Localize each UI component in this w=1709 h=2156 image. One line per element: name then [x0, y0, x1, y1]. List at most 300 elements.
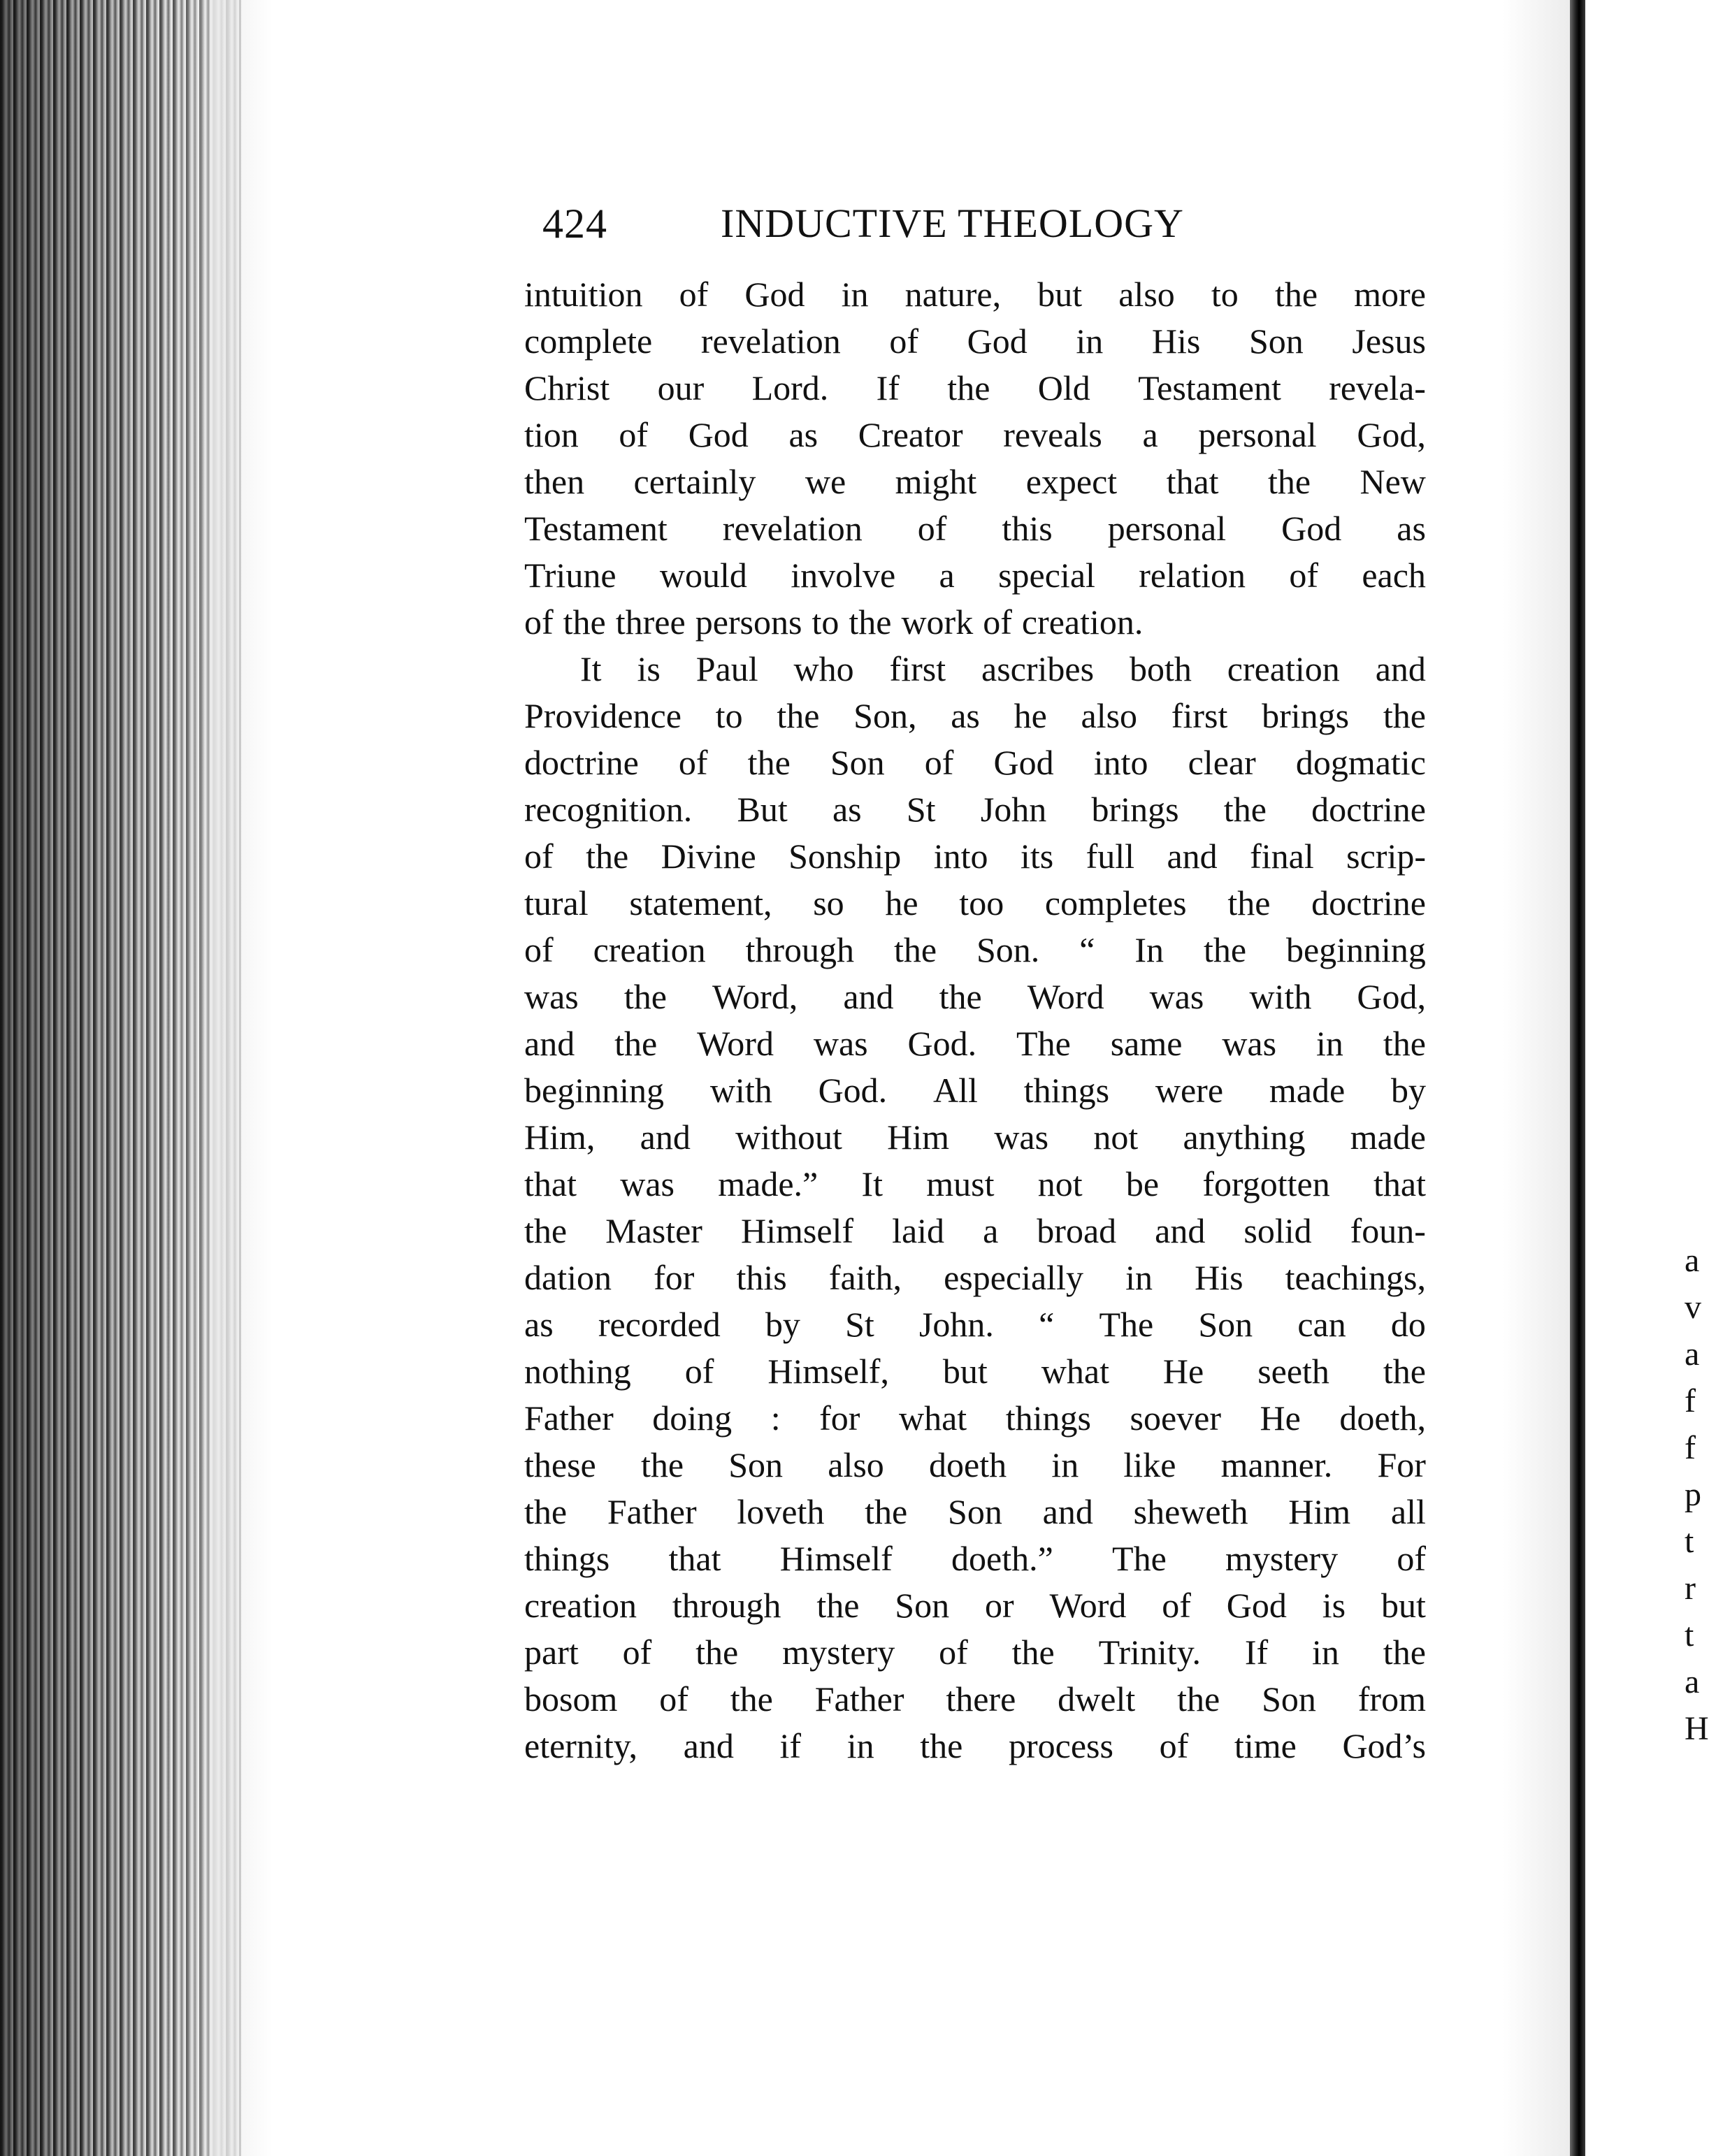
text-line: [524, 1254, 1426, 1301]
word: in: [1125, 1258, 1153, 1297]
text-line: [524, 1161, 1426, 1208]
word: and: [843, 977, 894, 1016]
word: tion: [524, 415, 579, 454]
word: God,: [1357, 415, 1426, 454]
word: beginning: [1285, 930, 1426, 969]
word: as: [788, 415, 819, 454]
word: this: [736, 1258, 787, 1297]
word: of: [1159, 1726, 1189, 1765]
word: Him: [887, 1117, 950, 1157]
word: loveth: [737, 1492, 825, 1531]
word: Master: [605, 1211, 702, 1250]
word: three: [615, 602, 686, 642]
word: Old: [1037, 368, 1090, 407]
word: dogmatic: [1295, 743, 1426, 782]
body-text: [524, 271, 1426, 1770]
word: solid: [1243, 1211, 1312, 1250]
text-line: [524, 1114, 1426, 1161]
word: anything: [1183, 1117, 1306, 1157]
word: not: [1037, 1164, 1083, 1203]
word: the: [1223, 790, 1267, 829]
word: there: [946, 1679, 1016, 1719]
word: complete: [524, 321, 653, 361]
word: seeth: [1257, 1352, 1329, 1391]
next-page-fragment: f: [1685, 1429, 1696, 1466]
word: Lord.: [751, 368, 829, 407]
word: through: [745, 930, 855, 969]
word: intuition: [524, 275, 643, 314]
word: and: [1155, 1211, 1206, 1250]
word: certainly: [633, 462, 756, 501]
word: Word,: [712, 977, 798, 1016]
word: is: [637, 649, 661, 688]
word: His: [1195, 1258, 1243, 1297]
word: more: [1354, 275, 1426, 314]
word: final: [1250, 837, 1314, 876]
word: the: [1011, 1633, 1055, 1672]
text-line: [524, 1395, 1426, 1442]
word: the: [849, 602, 892, 642]
word: and: [1042, 1492, 1093, 1531]
word: the: [1267, 462, 1311, 501]
next-page-fragment: t: [1685, 1523, 1694, 1560]
word: things: [524, 1539, 610, 1578]
word: Providence: [524, 696, 682, 735]
word: God: [1281, 509, 1342, 548]
word: first: [1171, 696, 1228, 735]
word: The: [1112, 1539, 1167, 1578]
word: Himself: [779, 1539, 893, 1578]
word: mystery: [1225, 1539, 1339, 1578]
text-line: [524, 318, 1426, 365]
word: statement,: [629, 883, 772, 923]
word: Jesus: [1352, 321, 1426, 361]
word: the: [747, 743, 791, 782]
word: the: [563, 602, 606, 642]
word: of: [678, 743, 708, 782]
word: creation: [1227, 649, 1340, 688]
word: the: [1177, 1679, 1220, 1719]
word: the: [920, 1726, 963, 1765]
text-line: [524, 1676, 1426, 1723]
word: was: [813, 1024, 868, 1063]
text-line: [524, 599, 1426, 646]
word: into: [933, 837, 988, 876]
word: God,: [1357, 977, 1426, 1016]
word: Him: [1288, 1492, 1351, 1531]
word: completes: [1044, 883, 1187, 923]
word: persons: [695, 602, 802, 642]
word: of: [524, 930, 554, 969]
word: Son: [948, 1492, 1002, 1531]
word: who: [793, 649, 854, 688]
word: process: [1009, 1726, 1113, 1765]
word: made: [1269, 1071, 1346, 1110]
running-head: [542, 196, 1262, 252]
word: be: [1125, 1164, 1160, 1203]
word: a: [939, 556, 955, 595]
word: “: [1079, 930, 1095, 969]
text-line: [524, 786, 1426, 833]
word: of: [983, 602, 1012, 642]
word: Son.: [976, 930, 1040, 969]
word: forgotten: [1202, 1164, 1330, 1203]
word: was: [994, 1117, 1049, 1157]
word: creation: [593, 930, 706, 969]
word: The: [1099, 1305, 1154, 1344]
word: by: [765, 1305, 800, 1344]
word: in: [841, 275, 869, 314]
word: of: [679, 275, 709, 314]
word: of: [659, 1679, 688, 1719]
next-page-fragment: a: [1685, 1663, 1700, 1700]
word: Word: [1049, 1586, 1127, 1625]
word: same: [1110, 1024, 1183, 1063]
word: into: [1093, 743, 1148, 782]
word: doeth,: [1339, 1398, 1426, 1438]
word: doctrine: [1311, 883, 1426, 923]
word: teachings,: [1285, 1258, 1426, 1297]
word: as: [1397, 509, 1426, 548]
word: this: [1002, 509, 1053, 548]
word: he: [885, 883, 918, 923]
next-page-fragment: a: [1685, 1242, 1700, 1279]
word: its: [1020, 837, 1054, 876]
word: personal: [1107, 509, 1227, 548]
word: revelation: [722, 509, 863, 548]
text-line: [524, 1442, 1426, 1489]
word: Son: [830, 743, 885, 782]
word: work: [901, 602, 974, 642]
word: each: [1362, 556, 1426, 595]
word: recognition.: [524, 790, 693, 829]
word: Son: [895, 1586, 950, 1625]
word: the: [1383, 1352, 1426, 1391]
word: eternity,: [524, 1726, 637, 1765]
word: brings: [1091, 790, 1179, 829]
word: that: [668, 1539, 721, 1578]
word: Himself,: [767, 1352, 889, 1391]
word: special: [998, 556, 1095, 595]
word: Sonship: [788, 837, 902, 876]
word: doing: [652, 1398, 733, 1438]
word: God: [993, 743, 1054, 782]
next-page-fragment: t: [1685, 1616, 1694, 1654]
word: John: [980, 790, 1047, 829]
text-line: [524, 739, 1426, 786]
word: especially: [944, 1258, 1083, 1297]
word: of: [622, 1633, 652, 1672]
word: Word: [697, 1024, 774, 1063]
word: all: [1390, 1492, 1426, 1531]
word: if: [779, 1726, 802, 1765]
word: was: [1222, 1024, 1277, 1063]
word: God.: [907, 1024, 977, 1063]
word: and: [524, 1024, 575, 1063]
text-line: [524, 1348, 1426, 1395]
word: the: [865, 1492, 908, 1531]
word: God’s: [1342, 1726, 1426, 1765]
word: the: [695, 1633, 739, 1672]
word: scrip-: [1346, 837, 1426, 876]
word: creation: [524, 1586, 637, 1625]
next-page-fragment: a: [1685, 1336, 1700, 1373]
word: the: [1203, 930, 1247, 969]
word: the: [524, 1492, 568, 1531]
word: a: [1142, 415, 1158, 454]
word: nature,: [904, 275, 1002, 314]
word: also: [1081, 696, 1138, 735]
word: Testament: [1138, 368, 1281, 407]
word: were: [1155, 1071, 1224, 1110]
word: that: [1166, 462, 1219, 501]
word: Christ: [524, 368, 610, 407]
word: John.: [918, 1305, 994, 1344]
text-line: [524, 1582, 1426, 1629]
word: All: [933, 1071, 978, 1110]
word: God.: [818, 1071, 888, 1110]
word: St: [906, 790, 936, 829]
word: in: [1076, 321, 1104, 361]
word: also: [828, 1445, 884, 1484]
word: faith,: [828, 1258, 902, 1297]
next-page: [1585, 0, 1709, 2156]
word: God: [688, 415, 749, 454]
text-line: [524, 1489, 1426, 1535]
word: of: [1397, 1539, 1426, 1578]
word: St: [845, 1305, 874, 1344]
word: part: [524, 1633, 579, 1672]
word: soever: [1130, 1398, 1221, 1438]
book-gutter: [1570, 0, 1585, 2156]
word: the: [524, 1211, 568, 1250]
word: Paul: [695, 649, 758, 688]
text-line: [524, 833, 1426, 880]
word: personal: [1198, 415, 1317, 454]
word: for: [654, 1258, 695, 1297]
word: dation: [524, 1258, 612, 1297]
word: brings: [1262, 696, 1350, 735]
word: doctrine: [1311, 790, 1426, 829]
word: Creator: [858, 415, 963, 454]
word: he: [1014, 696, 1047, 735]
word: Son: [728, 1445, 784, 1484]
word: expect: [1025, 462, 1118, 501]
text-line: [524, 1535, 1426, 1582]
text-line: [524, 646, 1426, 693]
word: must: [926, 1164, 995, 1203]
word: with: [709, 1071, 772, 1110]
word: of: [619, 415, 649, 454]
word: a: [983, 1211, 999, 1250]
word: also: [1118, 275, 1175, 314]
book-page-edges: [0, 0, 241, 2156]
word: our: [657, 368, 705, 407]
word: things: [1005, 1398, 1091, 1438]
word: the: [893, 930, 937, 969]
word: not: [1093, 1117, 1139, 1157]
word: from: [1357, 1679, 1426, 1719]
word: made: [1350, 1117, 1426, 1157]
text-line: [524, 458, 1426, 505]
word: God: [744, 275, 805, 314]
word: in: [1316, 1024, 1343, 1063]
word: reveals: [1003, 415, 1102, 454]
word: of: [524, 602, 554, 642]
word: mystery: [782, 1633, 895, 1672]
page-edge-fade: [210, 0, 273, 2156]
word: recorded: [598, 1305, 721, 1344]
word: broad: [1037, 1211, 1117, 1250]
word: Father: [607, 1492, 697, 1531]
word: in: [846, 1726, 874, 1765]
word: In: [1134, 930, 1164, 969]
word: the: [1227, 883, 1271, 923]
text-line: [524, 552, 1426, 599]
word: Testament: [524, 509, 668, 548]
text-line: [524, 412, 1426, 458]
word: that: [524, 1164, 577, 1203]
word: beginning: [524, 1071, 664, 1110]
word: so: [813, 883, 844, 923]
word: as: [951, 696, 980, 735]
word: clear: [1188, 743, 1256, 782]
gutter-shadow: [1503, 0, 1570, 2156]
word: God: [967, 321, 1027, 361]
word: Himself: [740, 1211, 854, 1250]
word: would: [659, 556, 747, 595]
word: can: [1297, 1305, 1346, 1344]
text-line: [524, 1301, 1426, 1348]
word: what: [898, 1398, 967, 1438]
text-line: [524, 1208, 1426, 1254]
word: creation.: [1021, 602, 1144, 642]
word: sheweth: [1133, 1492, 1248, 1531]
word: things: [1023, 1071, 1110, 1110]
word: Son,: [853, 696, 917, 735]
text-line: [524, 974, 1426, 1020]
word: in: [1312, 1633, 1339, 1672]
word: the: [1383, 1024, 1426, 1063]
next-page-fragment: p: [1685, 1476, 1701, 1513]
word: involve: [791, 556, 896, 595]
text-line: [524, 365, 1426, 412]
word: Son: [1262, 1679, 1316, 1719]
word: to: [812, 602, 839, 642]
word: It: [861, 1164, 884, 1203]
word: was: [620, 1164, 675, 1203]
word: full: [1086, 837, 1135, 876]
text-line: [524, 1723, 1426, 1770]
word: God: [1226, 1586, 1287, 1625]
word: first: [889, 649, 946, 688]
word: Divine: [661, 837, 756, 876]
word: might: [895, 462, 977, 501]
word: but: [1380, 1586, 1426, 1625]
word: the: [947, 368, 990, 407]
word: the: [730, 1679, 773, 1719]
word: It: [580, 649, 602, 688]
word: these: [524, 1445, 596, 1484]
word: of: [524, 837, 554, 876]
word: Father: [524, 1398, 614, 1438]
word: If: [876, 368, 900, 407]
word: and: [1375, 649, 1426, 688]
text-line: [524, 1020, 1426, 1067]
word: Him,: [524, 1117, 596, 1157]
word: His: [1151, 321, 1201, 361]
word: Son: [1198, 1305, 1253, 1344]
word: manner.: [1220, 1445, 1333, 1484]
word: of: [1162, 1586, 1191, 1625]
word: but: [1037, 275, 1083, 314]
next-page-fragment: v: [1685, 1289, 1701, 1326]
word: time: [1234, 1726, 1297, 1765]
word: was: [1149, 977, 1204, 1016]
word: the: [939, 977, 982, 1016]
word: then: [524, 462, 585, 501]
word: too: [959, 883, 1004, 923]
word: like: [1123, 1445, 1176, 1484]
next-page-fragment: f: [1685, 1382, 1696, 1419]
word: He: [1260, 1398, 1301, 1438]
word: both: [1129, 649, 1192, 688]
word: Father: [814, 1679, 904, 1719]
next-page-text-fragments: [1685, 1237, 1709, 1752]
word: Word: [1027, 977, 1104, 1016]
word: what: [1041, 1352, 1109, 1391]
word: “: [1039, 1305, 1055, 1344]
word: relation: [1139, 556, 1246, 595]
word: of: [889, 321, 919, 361]
word: with: [1249, 977, 1312, 1016]
word: doctrine: [524, 743, 639, 782]
word: revela-: [1329, 368, 1426, 407]
word: the: [586, 837, 629, 876]
word: do: [1390, 1305, 1426, 1344]
word: the: [1383, 696, 1426, 735]
word: :: [770, 1398, 781, 1438]
word: the: [1383, 1633, 1426, 1672]
word: as: [524, 1305, 554, 1344]
word: the: [623, 977, 667, 1016]
next-page-fragment: H: [1685, 1710, 1709, 1747]
text-line: [524, 505, 1426, 552]
word: nothing: [524, 1352, 631, 1391]
word: bosom: [524, 1679, 618, 1719]
word: by: [1391, 1071, 1426, 1110]
word: revelation: [700, 321, 841, 361]
word: of: [924, 743, 954, 782]
word: the: [640, 1445, 684, 1484]
word: Trinity.: [1098, 1633, 1201, 1672]
text-line: [524, 271, 1426, 318]
word: to: [1211, 275, 1239, 314]
word: Triune: [524, 556, 616, 595]
word: and: [683, 1726, 734, 1765]
word: that: [1373, 1164, 1426, 1203]
word: of: [917, 509, 947, 548]
word: the: [816, 1586, 860, 1625]
word: or: [984, 1586, 1014, 1625]
word: to: [715, 696, 743, 735]
next-page-fragment: r: [1685, 1570, 1696, 1607]
word: as: [832, 790, 862, 829]
word: in: [1051, 1445, 1079, 1484]
text-line: [524, 693, 1426, 739]
word: of: [939, 1633, 968, 1672]
word: made.”: [718, 1164, 819, 1203]
